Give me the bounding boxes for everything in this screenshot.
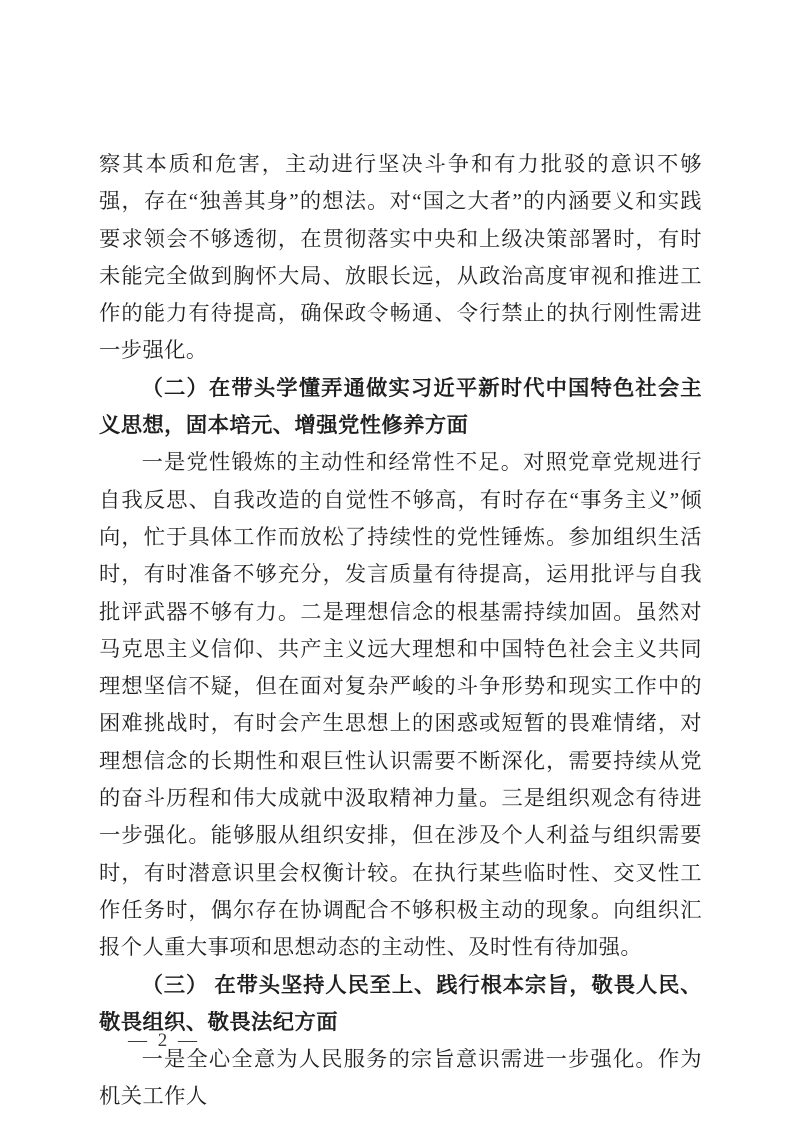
- page-number: — 2 —: [128, 1030, 200, 1051]
- paragraph-continuation: 察其本质和危害，主动进行坚决斗争和有力批驳的意识不够强，存在“独善其身”的想法。对“国之大者”的内涵要义和实践要求领会不够透彻，在贯彻落实中央和上级决策部署时，有时未能完全做到胸怀大局、放眼长远，从政治高度审视和推进工作的能力有待提高，确保政令畅通、令行禁止的执行刚性需进一步强化。: [99, 152, 702, 363]
- section-heading-3: （三） 在带头坚持人民至上、践行根本宗旨，敬畏人民、敬畏组织、敬畏法纪方面: [99, 972, 702, 1034]
- section-heading-2: （二）在带头学懂弄通做实习近平新时代中国特色社会主义思想，固本培元、增强党性修养方面: [99, 375, 702, 438]
- document-content: [99, 146, 702, 1116]
- body-paragraph-3: 一是全心全意为人民服务的宗旨意识需进一步强化。作为机关工作人: [99, 1047, 702, 1109]
- body-paragraph-2: 一是党性锻炼的主动性和经常性不足。对照党章党规进行自我反思、自我改造的自觉性不够高，有时存在“事务主义”倾向，忙于具体工作而放松了持续性的党性锤炼。参加组织生活时，有时准备不够充分，发言质量有待提高，运用批评与自我批评武器不够有力。二是理想信念的根基需持续加固。虽然对马克思主义信仰、共产主义远大理想和中国特色社会主义共同理想坚信不疑，但在面对复杂严峻的斗争形势和现实工作中的困难挑战时，有时会产生思想上的困惑或短暂的畏难情绪，对理想信念的长期性和艰巨性认识需要不断深化，需要持续从党的奋斗历程和伟大成就中汲取精神力量。三是组织观念有待进一步强化。能够服从组织安排，但在涉及个人利益与组织需要时，有时潜意识里会权衡计较。在执行某些临时性、交叉性工作任务时，偶尔存在协调配合不够积极主动的现象。向组织汇报个人重大事项和思想动态的主动性、及时性有待加强。: [99, 450, 702, 960]
